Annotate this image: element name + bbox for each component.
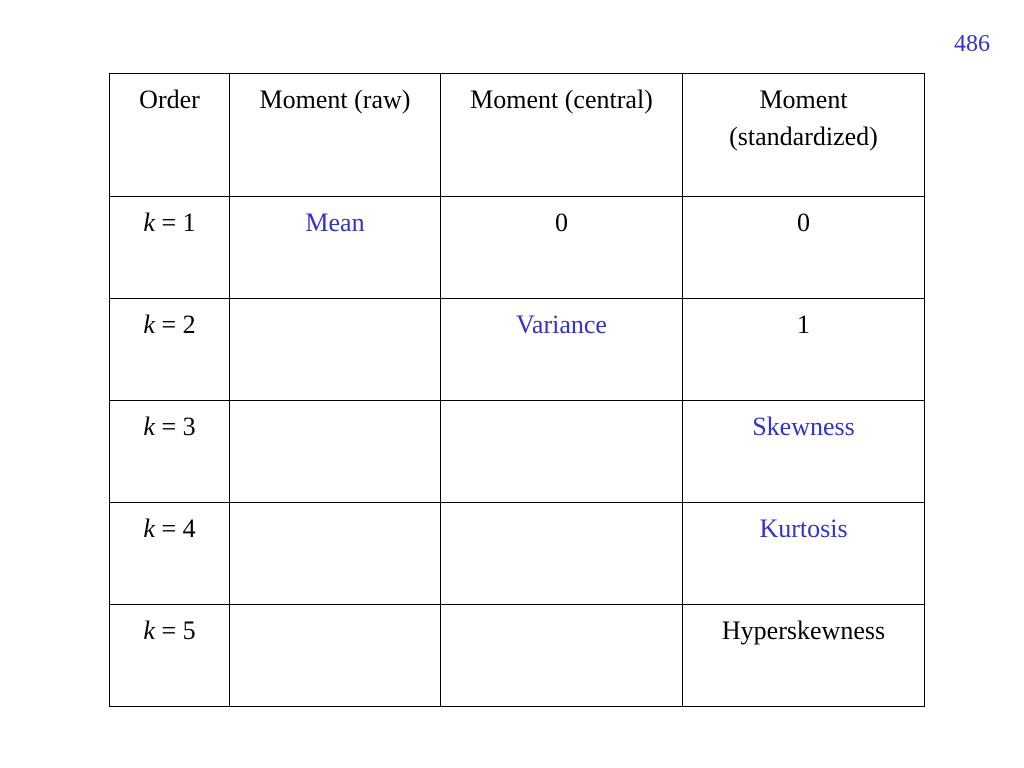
order-cell [110,401,230,503]
central-cell: 0 [441,197,683,299]
order-cell [110,605,230,707]
k-variable: k [143,514,155,543]
table-row [110,299,925,401]
table-row [110,605,925,707]
k-variable: k [143,616,155,645]
k-value: = 1 [161,208,196,237]
standardized-cell: Hyperskewness [683,605,925,707]
order-cell [110,299,230,401]
order-cell [110,503,230,605]
k-variable: k [143,412,155,441]
raw-cell [230,299,441,401]
moments-table [109,73,925,707]
order-cell [110,197,230,299]
central-cell [441,503,683,605]
header-moment-raw: Moment (raw) [230,74,441,197]
header-moment-standardized [683,74,925,197]
k-value: = 2 [161,310,196,339]
header-std-line2: (standardized) [729,122,878,151]
header-moment-central: Moment (central) [441,74,683,197]
standardized-cell: Skewness [683,401,925,503]
central-cell: Variance [441,299,683,401]
central-cell [441,401,683,503]
raw-cell [230,605,441,707]
standardized-cell: 0 [683,197,925,299]
page-number: 486 [954,31,990,57]
central-cell [441,605,683,707]
header-std-line1: Moment [759,85,848,114]
standardized-cell: 1 [683,299,925,401]
header-row [110,74,925,197]
raw-cell [230,401,441,503]
table-row [110,401,925,503]
k-variable: k [143,310,155,339]
k-value: = 4 [161,514,196,543]
raw-cell: Mean [230,197,441,299]
table-row [110,197,925,299]
k-value: = 3 [161,412,196,441]
raw-cell [230,503,441,605]
k-variable: k [143,208,155,237]
header-order: Order [110,74,230,197]
k-value: = 5 [161,616,196,645]
standardized-cell: Kurtosis [683,503,925,605]
table-row [110,503,925,605]
